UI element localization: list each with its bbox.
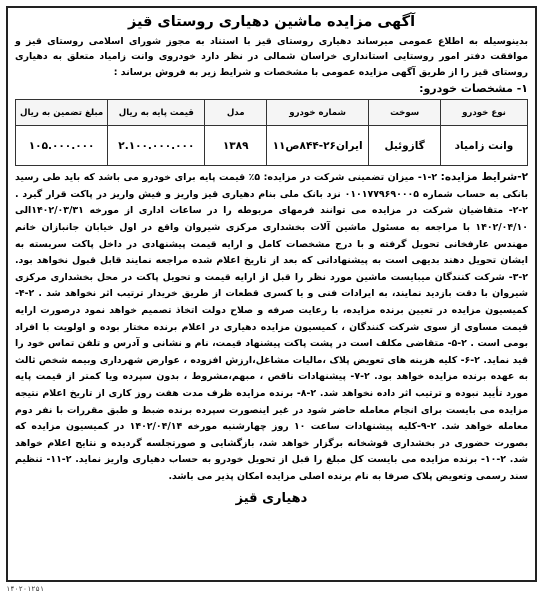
section-vehicle-specs-title: ۱- مشخصات خودرو:: [419, 82, 528, 96]
header-plate-number: شماره خودرو: [266, 100, 368, 126]
notice-frame: [6, 6, 537, 582]
conditions-paragraph: [15, 169, 528, 485]
cell-fuel: گازوئیل: [369, 126, 441, 166]
reference-number: ۱۴۰۲۰۱۲۵۱: [6, 585, 44, 593]
header-guarantee-amount: مبلغ تضمین به ریال: [16, 100, 108, 126]
conditions-title: ۲-شرایط مزایده:: [440, 171, 528, 184]
spec-table-row: [16, 126, 528, 166]
conditions-text: ۲-۱- میزان تضمینی شرکت در مزایده: ۵٪ قیمت پایه برای خودرو می باشد که باید طی رسید بانکی به حساب شماره ۰۱۰۱۷۷۹۶۹۰۰۰۵ نزد بانک ملی بنام دهیاری قیز واریز و فیش واریز در پاکت قرار گیرد . ۲-۲- متقاضیان شرکت در مزایده می توانند فرمهای مربوطه را در ساعات اداری از مورخه ۱۴۰۲/۰۳/۳۱الی ۱۴۰۲/۰۴/۱۰ با مراجعه به مسئول ماشین آلات بخشداری مرکزی شیروان واقع در اول خیابان جانبازان خانم مهندس عارفخانی تحویل گرفته و با درج مشخصات کامل و ارایه قیمت پیشنهادی در داخل پاکت سربسته به ایشان تحویل دهند بدیهی است به پیشنهاداتی که بعد از تاریخ اعلام شده مراجعه نمایند قابل قبول نخواهد بود. ۲-۳- شرکت کنندگان میبایست ماشین مورد نظر را قبل از ارایه قیمت و تحویل پاکت در محل بخشداری مرکزی شیروان با دقت بازدید نمایند، به ایرادات فنی و یا کسری قطعات از طریق خریدار ترتیب اثر نخواهد شد . ۲-۴- کمیسیون مزایده در تعیین برنده مزایده، با رعایت صرفه و صلاح دولت اتخاذ تصمیم خواهد نمود درصورت ارایه قیمت مساوی از سوی شرکت کنندگان ، کمیسیون مزایده دهیاری در اعلام برنده مختار بوده و اولویت با افراد بومی است . ۲-۵- متقاضی مکلف است در پشت پاکت پیشنهاد قیمت، نام و نشانی و آدرس و تلفن تماس خود را قید نماید. ۲-۶- کلیه هزینه های تعویض پلاک ،مالیات مشاغل،ارزش افزوده ، عوارض شهرداری وبیمه شخص ثالث به عهده برنده مزایده خواهد بود. ۲-۷- پیشنهادات ناقص ، مبهم،مشروط ، بدون سپرده ویا کمتر از قیمت پایه مورد تأیید نبوده و ترتیب اثر داده نخواهد شد. ۲-۸- برنده مزایده ظرف مدت هفت روز کاری از تاریخ اعلام نتیجه مزایده می بایست برای انجام معامله حاضر شود در غیر اینصورت سپرده برنده ضبط و طبق مقررات با نفر دوم معامله خواهد شد. ۲-۹-کلیه پیشنهادات ساعت ۱۰ روز چهارشنبه مورخه ۱۴۰۲/۰۴/۱۴ در کمیسیون مزایده که بصورت حضوری در بخشداری قوشخانه برگزار خواهد شد، بازگشایی و صورتجلسه گردیده و نتایج اعلام خواهد شد. ۲-۱۰- برنده مزایده می بایست کل مبلغ را قبل از تحویل خودرو به حساب دهیاری واریز نماید. ۲-۱۱- تنظیم سند رسمی وتعویض پلاک صرفا به نام برنده اصلی مزایده امکان پذیر می باشد.: [15, 172, 529, 482]
header-model: مدل: [205, 100, 266, 126]
vehicle-spec-table: [15, 99, 528, 166]
issuer-signature: دهیاری قیز: [235, 490, 308, 506]
cell-model: ۱۳۸۹: [205, 126, 266, 166]
cell-base-price: ۲.۱۰۰.۰۰۰.۰۰۰: [108, 126, 205, 166]
header-fuel: سوخت: [369, 100, 441, 126]
cell-plate-number: ایران۲۶-۸۴۴ص۱۱: [266, 126, 368, 166]
header-base-price: قیمت پایه به ریال: [108, 100, 205, 126]
intro-paragraph: بدینوسیله به اطلاع عمومی میرساند دهیاری روستای قیز با استناد به مجوز شورای اسلامی روستای قیز و موافقت دفتر امور روستایی استانداری خراسان شمالی در نظر دارد خودروی وانت زامیاد متعلق به دهیاری روستای قیز را از طریق آگهی مزایده عمومی با مشخصات و شرایط زیر به فروش برساند :: [15, 36, 528, 78]
cell-guarantee-amount: ۱۰۵.۰۰۰.۰۰۰: [16, 126, 108, 166]
notice-title: آگهی مزایده ماشین دهیاری روستای قیز: [127, 14, 416, 30]
header-vehicle-type: نوع خودرو: [440, 100, 527, 126]
spec-table-header-row: [16, 100, 528, 126]
cell-vehicle-type: وانت زامیاد: [440, 126, 527, 166]
